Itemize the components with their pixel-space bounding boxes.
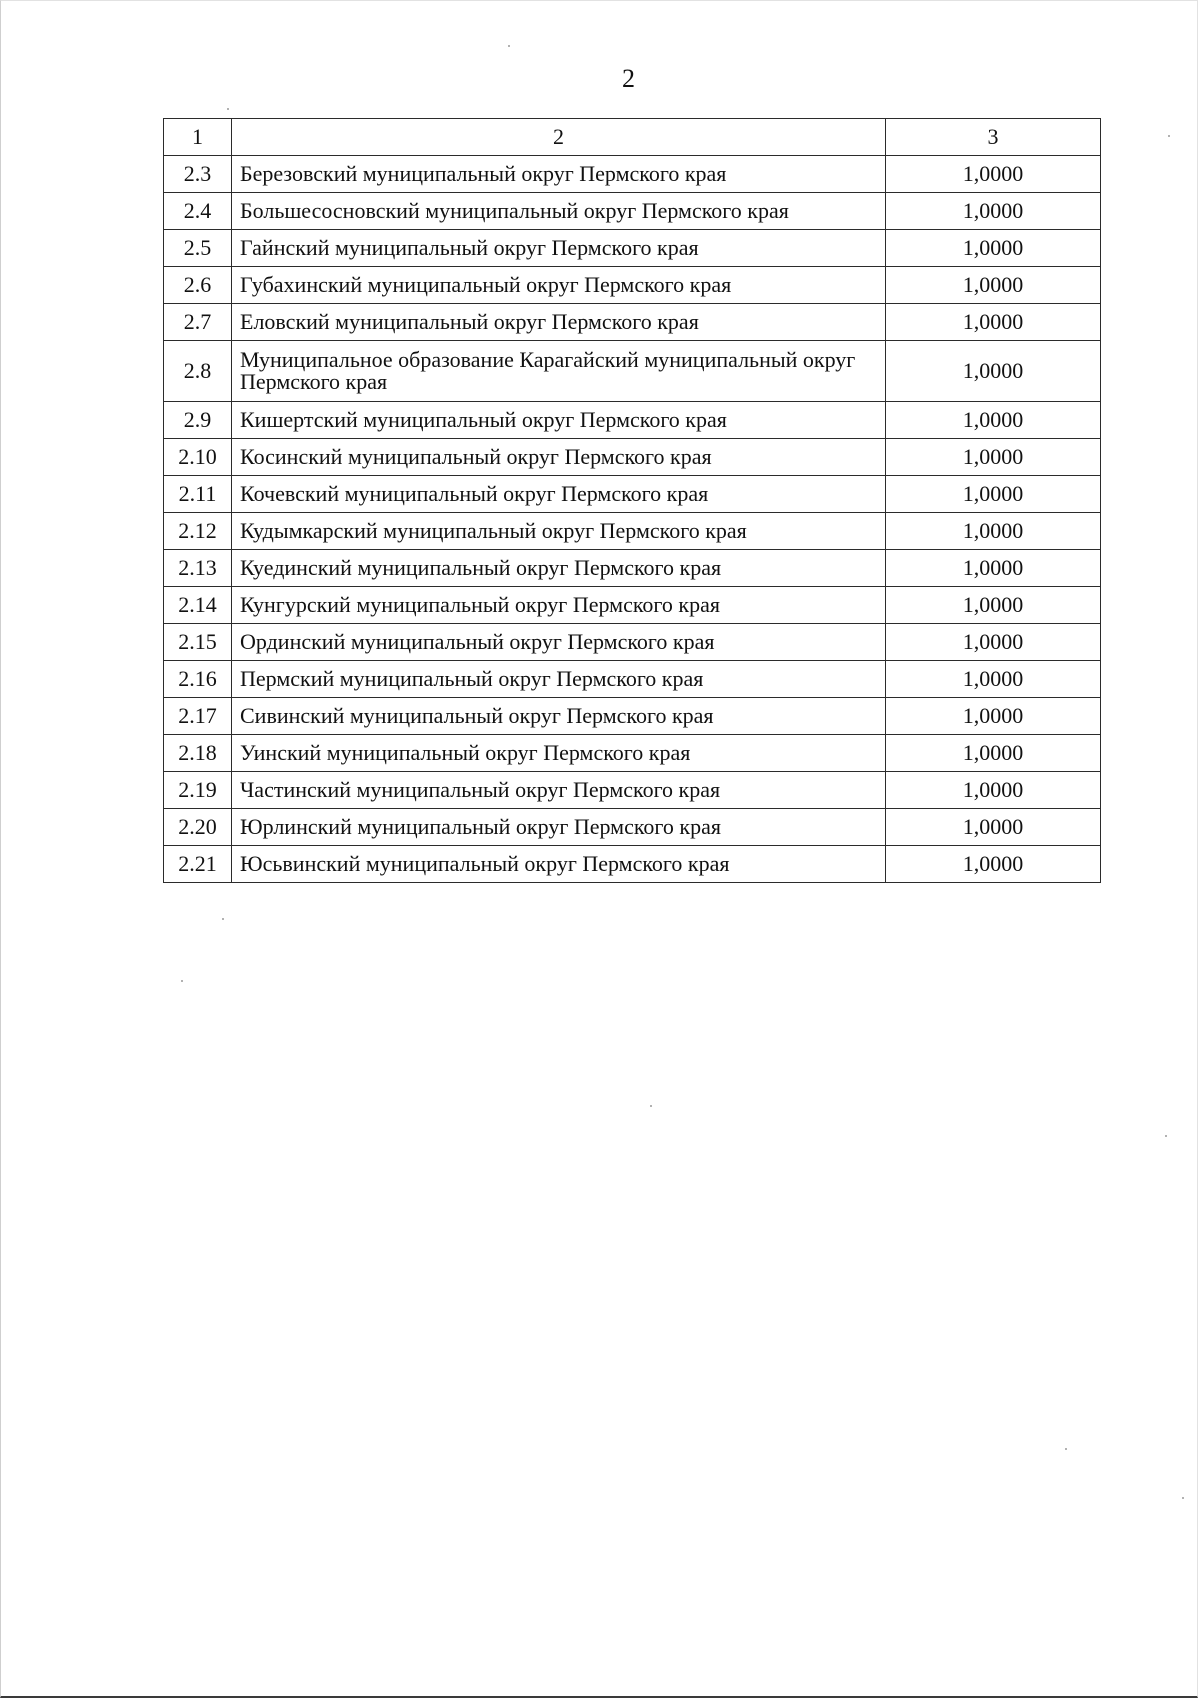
row-name: Куединский муниципальный округ Пермского края [232, 550, 886, 587]
row-value: 1,0000 [886, 735, 1101, 772]
row-value: 1,0000 [886, 550, 1101, 587]
table-row [164, 661, 1101, 698]
row-number: 2.12 [164, 513, 232, 550]
table-row [164, 735, 1101, 772]
page-number: 2 [622, 64, 635, 93]
row-name: Еловский муниципальный округ Пермского края [232, 304, 886, 341]
row-value: 1,0000 [886, 624, 1101, 661]
row-number: 2.10 [164, 439, 232, 476]
table-row [164, 513, 1101, 550]
scan-speck [227, 108, 229, 110]
table-row [164, 698, 1101, 735]
row-name: Юрлинский муниципальный округ Пермского края [232, 809, 886, 846]
row-name: Пермский муниципальный округ Пермского края [232, 661, 886, 698]
row-value: 1,0000 [886, 402, 1101, 439]
row-number: 2.19 [164, 772, 232, 809]
row-number: 2.20 [164, 809, 232, 846]
header-cell-number: 1 [164, 119, 232, 156]
row-value: 1,0000 [886, 772, 1101, 809]
row-number: 2.5 [164, 230, 232, 267]
table-row [164, 267, 1101, 304]
row-value: 1,0000 [886, 476, 1101, 513]
row-value: 1,0000 [886, 341, 1101, 402]
row-name: Уинский муниципальный округ Пермского края [232, 735, 886, 772]
row-number: 2.17 [164, 698, 232, 735]
row-number: 2.15 [164, 624, 232, 661]
row-value: 1,0000 [886, 304, 1101, 341]
data-table [163, 118, 1101, 883]
table-row [164, 304, 1101, 341]
row-number: 2.4 [164, 193, 232, 230]
row-number: 2.13 [164, 550, 232, 587]
row-value: 1,0000 [886, 846, 1101, 883]
row-number: 2.14 [164, 587, 232, 624]
table-row [164, 439, 1101, 476]
row-number: 2.11 [164, 476, 232, 513]
header-cell-value: 3 [886, 119, 1101, 156]
scan-speck [181, 980, 183, 982]
scan-speck [508, 45, 510, 47]
scan-speck [1165, 1135, 1167, 1137]
table-row [164, 587, 1101, 624]
row-name: Частинский муниципальный округ Пермского края [232, 772, 886, 809]
scan-speck [650, 1105, 652, 1107]
row-name: Косинский муниципальный округ Пермского края [232, 439, 886, 476]
table-row [164, 156, 1101, 193]
row-value: 1,0000 [886, 439, 1101, 476]
table-row [164, 809, 1101, 846]
row-number: 2.9 [164, 402, 232, 439]
row-value: 1,0000 [886, 193, 1101, 230]
table-row [164, 550, 1101, 587]
table-row [164, 341, 1101, 402]
row-value: 1,0000 [886, 230, 1101, 267]
row-name: Гайнский муниципальный округ Пермского края [232, 230, 886, 267]
row-value: 1,0000 [886, 587, 1101, 624]
row-number: 2.16 [164, 661, 232, 698]
row-name: Ординский муниципальный округ Пермского края [232, 624, 886, 661]
row-value: 1,0000 [886, 156, 1101, 193]
row-name: Кочевский муниципальный округ Пермского края [232, 476, 886, 513]
row-name: Кишертский муниципальный округ Пермского края [232, 402, 886, 439]
row-value: 1,0000 [886, 809, 1101, 846]
scan-speck [1065, 1448, 1067, 1450]
table-header-row [164, 119, 1101, 156]
row-number: 2.18 [164, 735, 232, 772]
row-number: 2.6 [164, 267, 232, 304]
row-value: 1,0000 [886, 267, 1101, 304]
table-row [164, 230, 1101, 267]
scan-speck [222, 918, 224, 920]
row-number: 2.21 [164, 846, 232, 883]
row-number: 2.7 [164, 304, 232, 341]
row-name: Сивинский муниципальный округ Пермского края [232, 698, 886, 735]
row-value: 1,0000 [886, 513, 1101, 550]
header-cell-name: 2 [232, 119, 886, 156]
row-name: Юсьвинский муниципальный округ Пермского края [232, 846, 886, 883]
scan-speck [1182, 1497, 1184, 1499]
row-name: Губахинский муниципальный округ Пермского края [232, 267, 886, 304]
row-name: Большесосновский муниципальный округ Пермского края [232, 193, 886, 230]
table-row [164, 846, 1101, 883]
row-number: 2.3 [164, 156, 232, 193]
row-number: 2.8 [164, 341, 232, 402]
table-row [164, 402, 1101, 439]
table-row [164, 624, 1101, 661]
row-value: 1,0000 [886, 698, 1101, 735]
row-value: 1,0000 [886, 661, 1101, 698]
row-name: Муниципальное образование Карагайский муниципальный округ Пермского края [232, 341, 886, 402]
row-name: Кунгурский муниципальный округ Пермского края [232, 587, 886, 624]
table-row [164, 476, 1101, 513]
row-name: Кудымкарский муниципальный округ Пермского края [232, 513, 886, 550]
table-row [164, 772, 1101, 809]
table-row [164, 193, 1101, 230]
scan-speck [1168, 135, 1170, 137]
row-name: Березовский муниципальный округ Пермского края [232, 156, 886, 193]
